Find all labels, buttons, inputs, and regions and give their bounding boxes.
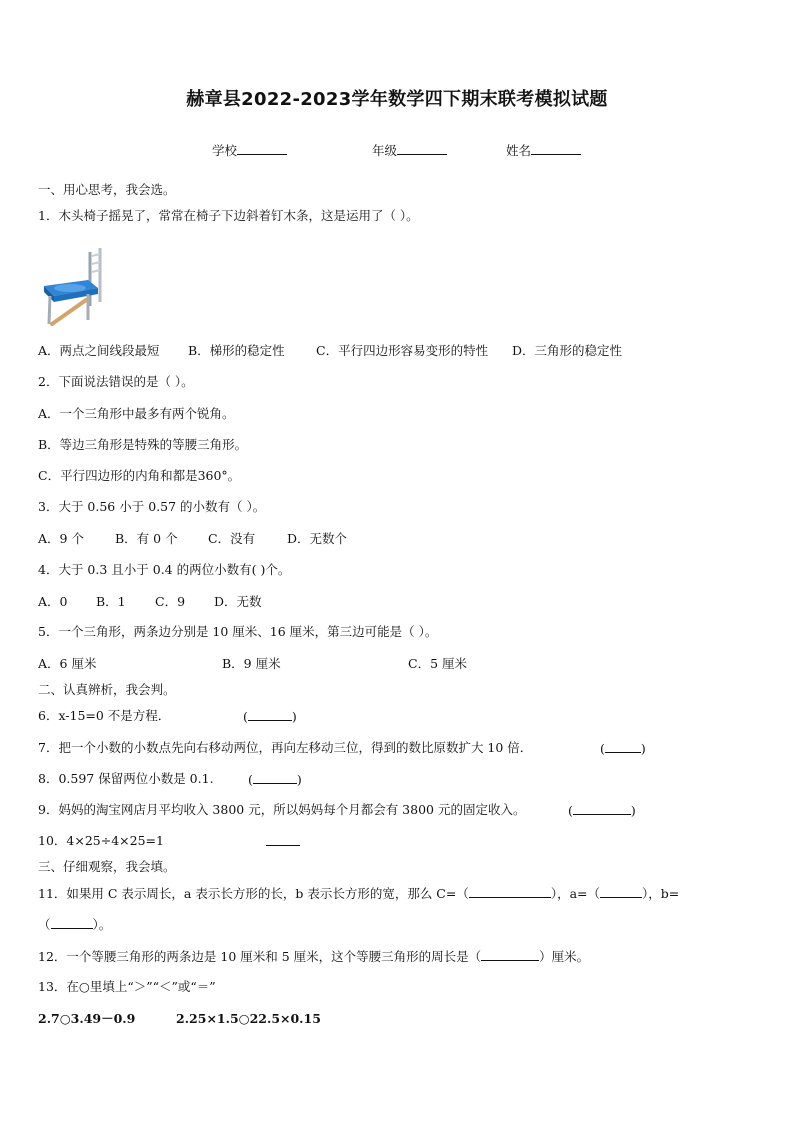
close-paren: ) bbox=[296, 772, 302, 787]
question-12-text-1: 12．一个等腰三角形的两条边是 10 厘米和 5 厘米，这个等腰三角形的周长是（ bbox=[38, 949, 482, 964]
section1-heading: 一、用心思考，我会选。 bbox=[38, 182, 176, 197]
open-paren: ( bbox=[243, 709, 248, 724]
perimeter-answer-blank[interactable] bbox=[481, 948, 539, 961]
question-4-option-b[interactable]: B．1 bbox=[96, 594, 126, 609]
question-1-option-a[interactable]: A．两点之间线段最短 bbox=[38, 343, 160, 358]
section3-heading: 三、仔细观察，我会填。 bbox=[38, 859, 176, 874]
question-2-option-b[interactable]: B．等边三角形是特殊的等腰三角形。 bbox=[38, 437, 248, 452]
question-12 bbox=[38, 948, 589, 965]
question-5-option-c[interactable]: C．5 厘米 bbox=[408, 656, 467, 671]
grade-blank[interactable] bbox=[397, 142, 447, 155]
answer-blank[interactable] bbox=[266, 833, 300, 846]
name-label: 姓名 bbox=[506, 143, 532, 158]
open-paren: ( bbox=[568, 803, 573, 818]
question-5-option-b[interactable]: B．9 厘米 bbox=[222, 656, 281, 671]
question-13-expr-2[interactable]: 2.25×1.5○22.5×0.15 bbox=[176, 1011, 321, 1026]
grade-label: 年级 bbox=[372, 143, 398, 158]
question-11-text-4: （ bbox=[38, 917, 51, 932]
school-blank[interactable] bbox=[237, 142, 287, 155]
answer-blank[interactable] bbox=[248, 708, 292, 721]
question-11-line2 bbox=[38, 916, 111, 933]
question-6-stem: 6．x-15=0 不是方程． bbox=[38, 708, 171, 723]
question-3-option-a[interactable]: A．9 个 bbox=[38, 531, 84, 546]
question-1-option-c[interactable]: C．平行四边形容易变形的特性 bbox=[316, 343, 489, 358]
name-field[interactable] bbox=[506, 142, 581, 159]
question-4-stem: 4．大于 0.3 且小于 0.4 的两位小数有( )个。 bbox=[38, 562, 291, 577]
question-3-option-b[interactable]: B．有 0 个 bbox=[115, 531, 178, 546]
question-3-option-c[interactable]: C．没有 bbox=[208, 531, 256, 546]
question-2-stem: 2．下面说法错误的是（ ）。 bbox=[38, 374, 194, 389]
school-label: 学校 bbox=[212, 143, 238, 158]
open-paren: ( bbox=[600, 741, 605, 756]
question-7-answer[interactable] bbox=[600, 740, 646, 757]
question-11-text-5: ）。 bbox=[92, 917, 112, 932]
page-title: 赫章县2022-2023学年数学四下期末联考模拟试题 bbox=[186, 89, 608, 110]
question-9-stem: 9．妈妈的淘宝网店月平均收入 3800 元，所以妈妈每个月都会有 3800 元的固定收入。 bbox=[38, 802, 526, 817]
close-paren: ) bbox=[640, 741, 646, 756]
chair-image bbox=[40, 244, 112, 328]
close-paren: ) bbox=[291, 709, 297, 724]
question-3-stem: 3．大于 0.56 小于 0.57 的小数有（ ）。 bbox=[38, 499, 266, 514]
question-11-text-2: ），a=（ bbox=[550, 886, 601, 901]
question-11-text-3: ），b= bbox=[642, 886, 680, 901]
question-9-answer[interactable] bbox=[568, 802, 636, 819]
question-3-option-d[interactable]: D．无数个 bbox=[287, 531, 348, 546]
question-8-stem: 8．0.597 保留两位小数是 0.1. bbox=[38, 771, 214, 786]
question-1-option-d[interactable]: D．三角形的稳定性 bbox=[512, 343, 623, 358]
length-blank[interactable] bbox=[600, 885, 642, 898]
section2-heading: 二、认真辨析，我会判。 bbox=[38, 682, 176, 697]
question-6-answer[interactable] bbox=[243, 708, 297, 725]
question-5-option-a[interactable]: A．6 厘米 bbox=[38, 656, 97, 671]
close-paren: ) bbox=[630, 803, 636, 818]
question-11-line1 bbox=[38, 885, 679, 902]
question-7-stem: 7．把一个小数的小数点先向右移动两位，再向左移动三位，得到的数比原数扩大 10 倍． bbox=[38, 740, 533, 755]
open-paren: ( bbox=[248, 772, 253, 787]
question-8-answer[interactable] bbox=[248, 771, 302, 788]
question-11-text-1: 11．如果用 C 表示周长，a 表示长方形的长，b 表示长方形的宽，那么 C=（ bbox=[38, 886, 469, 901]
perimeter-blank[interactable] bbox=[469, 885, 551, 898]
question-4-option-c[interactable]: C．9 bbox=[155, 594, 186, 609]
question-1-stem: 1．木头椅子摇晃了，常常在椅子下边斜着钉木条，这是运用了（ ）。 bbox=[38, 208, 419, 223]
question-1-option-b[interactable]: B．梯形的稳定性 bbox=[188, 343, 285, 358]
answer-blank[interactable] bbox=[605, 740, 641, 753]
grade-field[interactable] bbox=[372, 142, 447, 159]
question-4-option-a[interactable]: A．0 bbox=[38, 594, 68, 609]
question-12-text-2: ）厘米。 bbox=[539, 949, 590, 964]
school-field[interactable] bbox=[212, 142, 287, 159]
name-blank[interactable] bbox=[531, 142, 581, 155]
question-2-option-a[interactable]: A．一个三角形中最多有两个锐角。 bbox=[38, 406, 235, 421]
width-blank[interactable] bbox=[51, 916, 93, 929]
answer-blank[interactable] bbox=[573, 802, 631, 815]
question-5-stem: 5．一个三角形，两条边分别是 10 厘米、16 厘米，第三边可能是（ ）。 bbox=[38, 624, 438, 639]
question-2-option-c[interactable]: C．平行四边形的内角和都是360°。 bbox=[38, 468, 241, 483]
question-10-answer[interactable] bbox=[266, 833, 300, 850]
question-13-stem: 13．在○里填上“＞”“＜”或“＝” bbox=[38, 979, 216, 994]
question-13-expr-1[interactable]: 2.7○3.49－0.9 bbox=[38, 1011, 136, 1026]
question-10-stem: 10．4×25÷4×25=1 bbox=[38, 833, 164, 848]
question-4-option-d[interactable]: D．无数 bbox=[214, 594, 262, 609]
answer-blank[interactable] bbox=[253, 771, 297, 784]
